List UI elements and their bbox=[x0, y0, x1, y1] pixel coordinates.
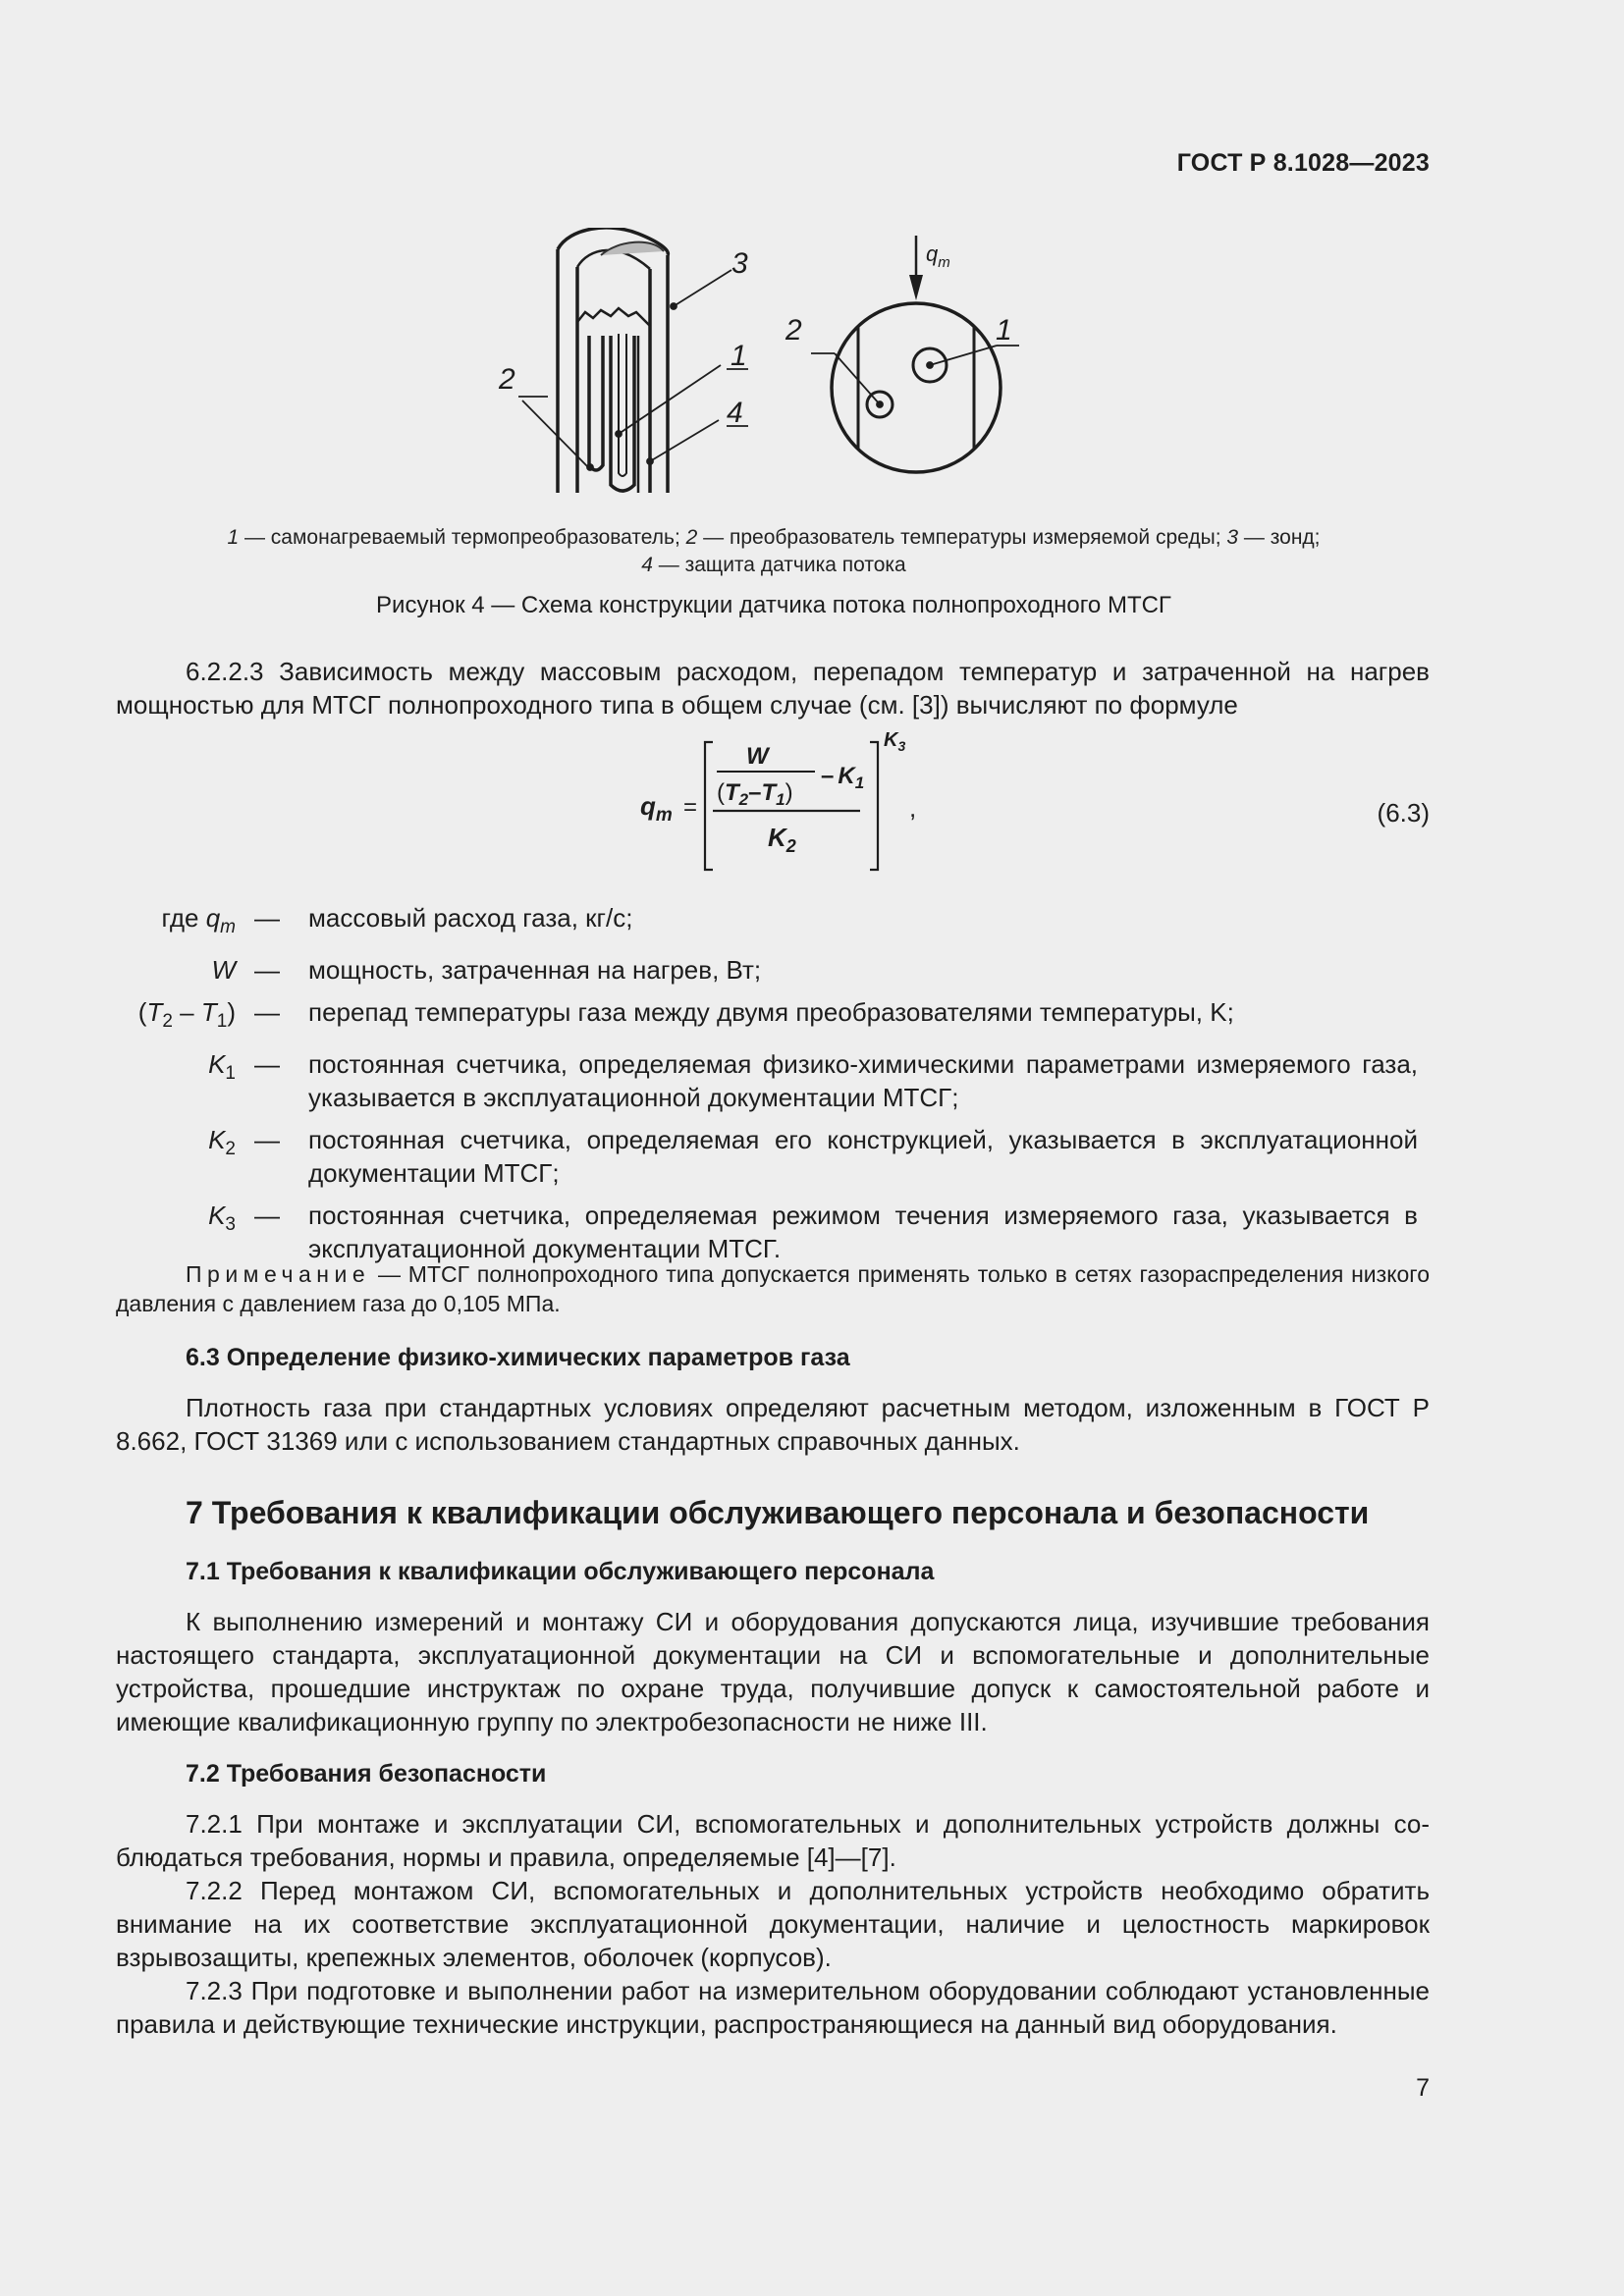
note-label: Примечание bbox=[186, 1261, 371, 1287]
qm-label: q bbox=[926, 241, 939, 266]
svg-text:K3: $K_3$ bbox=[884, 729, 906, 754]
svg-text:qm bbox=[926, 241, 950, 271]
paragraph-7-2-1: 7.2.1 При монтаже и эксплуатации СИ, вспомогательных и дополнительных устройств должны соблюдаться требования, нормы и правила, определяемые [4]—[7]. bbox=[116, 1809, 1430, 1872]
fig-label-2: 2 bbox=[499, 363, 515, 396]
figure-legend-line-1: 1 — самонагреваемый термопреобразователь; 2 — преобразователь температуры измеряемой среды; 3 — зонд; bbox=[227, 526, 1321, 549]
definition-row: W — мощность, затраченная на нагрев, Вт; bbox=[211, 955, 762, 986]
paragraph-7-2-3: 7.2.3 При подготовке и выполнении работ на измерительном оборудовании соблюдают установленные правила и действующие технические инструкции, распространяющиеся на данный вид оборудования. bbox=[116, 1976, 1430, 2039]
definition-row: где $q_m$ — массовый расход газа, кг/с; bbox=[161, 903, 633, 938]
section-7-1-text: К выполнению измерений и монтажу СИ и оборудования допускаются лица, изучившие требования настоящего стандарта, эксплуатационной документации на СИ и вспомогательные и дополнительные устройства, прошедшие инструктаж по охране труда, получившие допуск к самостоятельной работе и имеющие квалификационную группу по электробезопасности не ниже III. bbox=[116, 1607, 1430, 1736]
paragraph-6-2-2-3: 6.2.2.3 Зависимость между массовым расходом, перепадом температур и затраченной на нагрев мощностью для МТСГ полнопроходного типа в общем случае (см. [3]) вычисляют по формуле bbox=[116, 657, 1430, 720]
figure-caption: Рисунок 4 — Схема конструкции датчика потока полнопроходного МТСГ bbox=[376, 592, 1171, 618]
qm-label-sub: m bbox=[938, 254, 950, 271]
definition-row: $K_2$ — постоянная счетчика, определяемая его конструкцией, указывается в эксплуатационной документации МТСГ; bbox=[208, 1125, 1418, 1189]
svg-text:K2: $K_2$ bbox=[768, 823, 796, 856]
definitions-list bbox=[116, 901, 1432, 1274]
section-6-3-text: Плотность газа при стандартных условиях определяют расчетным методом, изложенным в ГОСТ Р 8.662, ГОСТ 31369 или с использованием стандартных справочных данных. bbox=[116, 1393, 1430, 1456]
definition-row: $(T_2 - T_1)$ — перепад температуры газа между двумя преобразователями температуры, K; bbox=[137, 997, 1234, 1033]
probe-cross-section bbox=[832, 303, 1001, 472]
document-header: ГОСТ Р 8.1028—2023 bbox=[1176, 149, 1430, 177]
figure-legend-line-2: 4 — защита датчика потока bbox=[641, 554, 906, 576]
page-number: 7 bbox=[1416, 2074, 1430, 2102]
fig-label-1-section: 1 bbox=[996, 314, 1012, 347]
paragraph-7-2-2: 7.2.2 Перед монтажом СИ, вспомогательных и дополнительных устройств необходимо обратить внимание на их соответствие эксплуатационной документации, наличие и целостность маркировок взрывозащиты, крепежных элементов, оболочек (корпусов). bbox=[116, 1876, 1430, 1972]
equation-number: (6.3) bbox=[1377, 798, 1430, 828]
sensor-diagram bbox=[491, 228, 1041, 512]
section-7-2-heading: 7.2 Требования безопасности bbox=[186, 1760, 547, 1788]
svg-text:=: = bbox=[683, 794, 698, 821]
fig-label-4: 4 bbox=[727, 397, 743, 429]
svg-text:–K1: – $K_1$ bbox=[821, 763, 865, 792]
formula-6-3 bbox=[628, 728, 943, 876]
svg-text:qm: $q_m$ bbox=[640, 791, 673, 826]
note: Примечание — МТСГ полнопроходного типа допускается применять только в сетях газораспределения низкого давления с давлением газа до 0,105 МПа. bbox=[116, 1261, 1430, 1316]
section-6-3-heading: 6.3 Определение физико-химических параметров газа bbox=[186, 1344, 850, 1371]
section-7-1-heading: 7.1 Требования к квалификации обслуживающего персонала bbox=[186, 1558, 935, 1585]
fig-label-3: 3 bbox=[731, 247, 748, 280]
fig-label-1: 1 bbox=[731, 340, 747, 372]
fig-label-2-section: 2 bbox=[785, 314, 802, 347]
svg-text:,: , bbox=[909, 793, 917, 823]
svg-text:W: W bbox=[746, 743, 769, 770]
section-7-heading: 7 Требования к квалификации обслуживающего персонала и безопасности bbox=[186, 1495, 1370, 1530]
definition-row: $K_1$ — постоянная счетчика, определяемая физико-химическими параметрами измеряемого газа, указывается в эксплуатационной документации МТСГ; bbox=[208, 1049, 1418, 1113]
definition-row: $K_3$ — постоянная счетчика, определяемая режимом течения измеряемого газа, указывается в эксплуатационной документации МТСГ. bbox=[208, 1201, 1418, 1264]
svg-text:(T2–T1): $(T_2-T_1)$ bbox=[717, 779, 793, 809]
